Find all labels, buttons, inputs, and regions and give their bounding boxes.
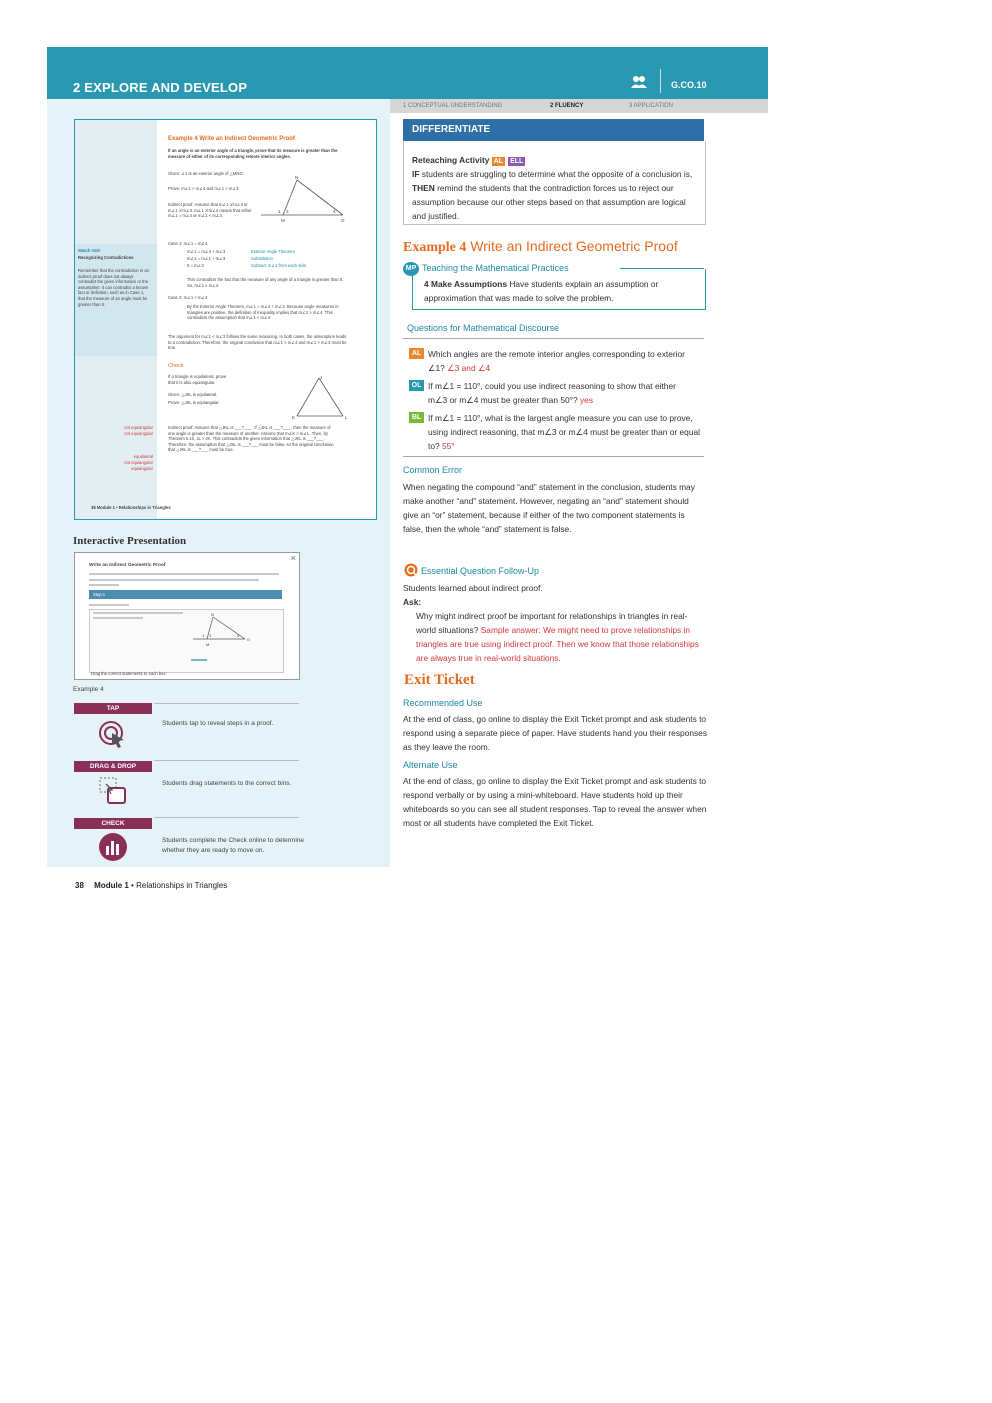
- footer-module: Module 1: [94, 881, 129, 890]
- question-ol-text: If m∠1 = 110°, could you use indirect reasoning to show that either m∠3 or m∠4 must be greater than 50°?: [428, 381, 676, 405]
- thumb-case1-reason2: Substitution: [251, 256, 273, 261]
- question-ol-answer: yes: [579, 395, 594, 405]
- answer-1: not equiangular: [124, 425, 153, 430]
- thumb-heading: Example 4 Write an Indirect Geometric Proof: [168, 136, 295, 142]
- then-text: remind the students that the contradiction forces us to reject our assumption because our other steps based on that assumption are logical and justified.: [412, 183, 686, 221]
- triangle-mno-diagram: [261, 172, 356, 224]
- essential-ask: Ask:: [403, 597, 422, 607]
- example-heading: Write an Indirect Geometric Proof: [470, 238, 678, 254]
- question-ol-tag: OL: [409, 380, 424, 391]
- thumb-check-proof: Indirect proof: Assume that △JKL is ___?___ . If △JKL is ___?___ , then the measure of one angle is greater than the measure of another. Assume that m∠K > m∠L. Then, by Theorem 6.10, JL > JK. This contradicts the given information that △JKL is ___?___ . Therefore, the assumption that △JKL is ___?___ must be false, so the original conclusion that △JKL is ___?___ must be true.: [168, 425, 334, 453]
- screen-label-n: N: [211, 612, 214, 617]
- watch-out-subtitle: Recognizing Contradictions: [78, 255, 134, 260]
- thumb-case1-line1: m∠1 = m∠4 + m∠3: [187, 249, 226, 254]
- tri2-label-j: J: [320, 375, 323, 380]
- tri-label-o: O: [341, 218, 345, 223]
- triangle-jkl-diagram: [289, 374, 354, 422]
- essential-title: Essential Question Follow-Up: [421, 566, 540, 576]
- essential-question: Why might indirect proof be important for relationships in triangles in real-world situations?: [416, 611, 688, 635]
- interactive-screen[interactable]: [74, 552, 300, 680]
- section-title: 2 EXPLORE AND DEVELOP: [73, 80, 248, 95]
- thumb-prove: Prove: m∠1 > m∠4 and m∠1 > m∠3: [168, 186, 239, 191]
- check-tag: CHECK: [74, 818, 152, 829]
- exit-ticket-title: Exit Ticket: [404, 672, 475, 688]
- tab-conceptual[interactable]: 1 CONCEPTUAL UNDERSTANDING: [403, 103, 503, 109]
- step-button-label: Step 1: [93, 592, 106, 597]
- common-error-title: Common Error: [403, 465, 463, 475]
- question-al-text: Which angles are the remote interior angles corresponding to exterior ∠1?: [428, 349, 685, 373]
- mp-title: Teaching the Mathematical Practices: [422, 263, 569, 273]
- answer-4: not equiangular: [124, 460, 153, 465]
- thumb-case1-line3: 0 = m∠3: [187, 263, 204, 268]
- example-label: Example 4: [403, 240, 467, 255]
- screen-label-3: 3: [209, 633, 212, 638]
- student-page-thumbnail: [74, 119, 377, 520]
- watch-out-title: Watch Out!: [78, 248, 101, 253]
- example-title: [403, 238, 678, 256]
- people-icon: [630, 75, 648, 89]
- footer-chapter: Relationships in Triangles: [136, 881, 228, 890]
- thumb-case2-text: By the Exterior Angle Theorem, m∠1 = m∠4 + m∠3. Because angle measures in triangles are positive, the definition of inequality implies that m∠1 > m∠4. This contradicts the assumption that m∠1 < m∠4.: [187, 304, 339, 321]
- step-button[interactable]: [89, 590, 282, 599]
- drag-drop-description: Students drag statements to the correct bins.: [162, 780, 292, 787]
- thumb-check-prove: Prove: △JKL is equiangular.: [168, 400, 220, 405]
- recommended-use-text: At the end of class, go online to display the Exit Ticket prompt and ask students to respond using a separate piece of paper. Have students hand you their responses as they leave the room.: [403, 714, 708, 752]
- answer-2: not equiangular: [124, 431, 153, 436]
- tri-label-3: 3: [286, 209, 289, 214]
- common-error-text: When negating the compound “and” statement in the conclusion, students may make another “and” statement. However, negating an “and” statement should give an “or” statement, because if either of the two component statements is false, then the whole “and” statement is false.: [403, 482, 695, 534]
- question-bl-text: If m∠1 = 110°, what is the largest angle measure you can use to prove, using indirect reasoning, that m∠3 or m∠4 must be greater than or equal to?: [428, 413, 700, 451]
- thumb-indirect: Indirect proof: Assume that m∠1 ≯ m∠4 or m∠1 ≯ m∠3. m∠1 ≯ m∠4 means that either m∠1 = m∠4 or m∠1 < m∠4.: [168, 202, 252, 219]
- question-bl: [428, 411, 704, 453]
- screen-label-4: 4: [237, 633, 240, 638]
- header-divider: [660, 69, 661, 93]
- tri-label-n: N: [295, 175, 299, 180]
- screen-title: Write an Indirect Geometric Proof: [89, 563, 166, 568]
- thumb-conclusion: The argument for m∠1 < m∠3 follows the same reasoning. In both cases, the assumption leads to a contradiction. Therefore, the original conclusion that m∠1 > m∠4 and m∠1 > m∠3 must be true.: [168, 334, 347, 351]
- then-label: THEN: [412, 183, 435, 193]
- tap-description: Students tap to reveal steps in a proof.: [162, 720, 274, 727]
- essential-question-block: [416, 609, 706, 665]
- lesson-phase-tabs: [390, 99, 768, 113]
- question-ol: [428, 379, 690, 407]
- thumb-check-title: Check: [168, 363, 184, 369]
- question-al: [428, 347, 690, 375]
- drag-drop-tag: DRAG & DROP: [74, 761, 152, 772]
- thumb-case1-reason1: Exterior Angle Theorem: [251, 249, 295, 254]
- tab-fluency[interactable]: 2 FLUENCY: [550, 103, 584, 109]
- mp-text: Have students explain an assumption or approximation that was made to solve the problem.: [424, 279, 659, 303]
- check-rule: [154, 817, 299, 818]
- if-text: students are struggling to determine what the opposite of a conclusion is,: [421, 169, 693, 179]
- if-label: IF: [412, 169, 420, 179]
- essential-intro: Students learned about indirect proof.: [403, 583, 543, 593]
- mp-badge: MP: [403, 262, 419, 276]
- recommended-use-title: Recommended Use: [403, 698, 483, 708]
- page-footer: [75, 881, 227, 890]
- page-header: [47, 47, 768, 99]
- screen-label-m: M: [206, 642, 210, 647]
- essential-question-icon: [404, 563, 418, 577]
- thumb-given: Given: ∠1 is an exterior angle of △MNO.: [168, 171, 244, 176]
- ell-tag: ELL: [510, 158, 524, 165]
- tri-label-m: M: [281, 218, 285, 223]
- tri2-label-l: L: [345, 415, 348, 420]
- thumb-footer: 38 Module 1 • Relationships in Triangles: [91, 505, 171, 510]
- thumb-check-given: Given: △JKL is equilateral.: [168, 392, 218, 397]
- check-chart-icon: [98, 832, 128, 862]
- tap-tag: TAP: [74, 703, 152, 714]
- reteaching-activity: [412, 153, 528, 167]
- mp-bold: 4 Make Assumptions: [424, 279, 507, 289]
- mp-text-block: [424, 277, 699, 305]
- thumb-case1: Case 1: m∠1 = m∠4: [168, 241, 208, 246]
- standard-code: G.CO.10: [671, 80, 707, 90]
- differentiate-then: [412, 181, 702, 223]
- page-number: 38: [75, 881, 84, 890]
- close-icon[interactable]: ×: [290, 553, 296, 563]
- tab-application[interactable]: 3 APPLICATION: [629, 103, 673, 109]
- thumb-case1-text: This contradicts the fact that the measure of any angle of a triangle is greater than 0. So, m∠1 ≠ m∠4.: [187, 277, 344, 288]
- question-al-tag: AL: [409, 348, 424, 359]
- watch-out-text: Remember that the contradiction in an indirect proof does not always contradict the given information or the assumption. It can contradict a known fact or definition, such as in Case 1, that the measure of an angle must be greater than 0.: [78, 268, 149, 307]
- screen-label-1: 1: [202, 633, 205, 638]
- differentiate-if: [412, 167, 732, 181]
- differentiate-header: DIFFERENTIATE: [403, 119, 704, 141]
- alternate-use-text: At the end of class, go online to display the Exit Ticket prompt and ask students to respond verbally or by using a mini-whiteboard. Have students hold up their whiteboards so you can see all student responses. Tap to reveal the answer when most or all students have completed the Exit Ticket.: [403, 776, 707, 828]
- thumb-case1-reason3: Subtract m∠1 from each side.: [251, 263, 308, 268]
- example-caption: Example 4: [73, 686, 104, 693]
- thumb-case2: Case 2: m∠1 < m∠4: [168, 295, 208, 300]
- tri-label-4: 4: [333, 209, 336, 214]
- check-description: Students complete the Check online to determine whether they are ready to move on.: [162, 837, 305, 854]
- questions-title: Questions for Mathematical Discourse: [407, 323, 560, 333]
- answer-3: equilateral: [133, 454, 153, 459]
- question-bl-tag: BL: [409, 412, 424, 423]
- essential-answer: Sample answer: We might need to prove relationships in triangles are true using indirect proof. Then we know that those relationships are always true in real-world situations.: [416, 625, 699, 663]
- tap-rule: [154, 703, 299, 704]
- alternate-use-title: Alternate Use: [403, 760, 458, 770]
- thumb-intro: If an angle is an exterior angle of a triangle, prove that its measure is greater than the measure of either of its corresponding remote interior angles.: [168, 148, 338, 159]
- thumbnail-sidebar: [75, 120, 157, 519]
- tri2-label-k: K: [292, 415, 296, 420]
- interactive-presentation-title: Interactive Presentation: [73, 535, 187, 547]
- question-bl-answer: 55°: [441, 441, 455, 451]
- question-al-answer: ∠3 and ∠4: [447, 363, 491, 373]
- reteaching-title: Reteaching Activity: [412, 155, 490, 165]
- tap-icon: [98, 720, 128, 750]
- screen-hint: Drag the correct statements to each box.: [91, 671, 167, 676]
- footer-separator: •: [131, 881, 134, 890]
- thumb-check-text: If a triangle is equilateral, prove that it is also equiangular.: [168, 374, 227, 385]
- screen-label-o: O: [247, 637, 251, 642]
- drag-drop-icon: [98, 776, 128, 806]
- drag-drop-rule: [154, 760, 299, 761]
- answer-5: equiangular: [131, 466, 153, 471]
- al-tag: AL: [493, 158, 504, 165]
- screen-triangle-diagram: [185, 609, 265, 649]
- thumb-case1-line2: m∠1 = m∠1 + m∠3: [187, 256, 226, 261]
- tri-label-1: 1: [278, 209, 281, 214]
